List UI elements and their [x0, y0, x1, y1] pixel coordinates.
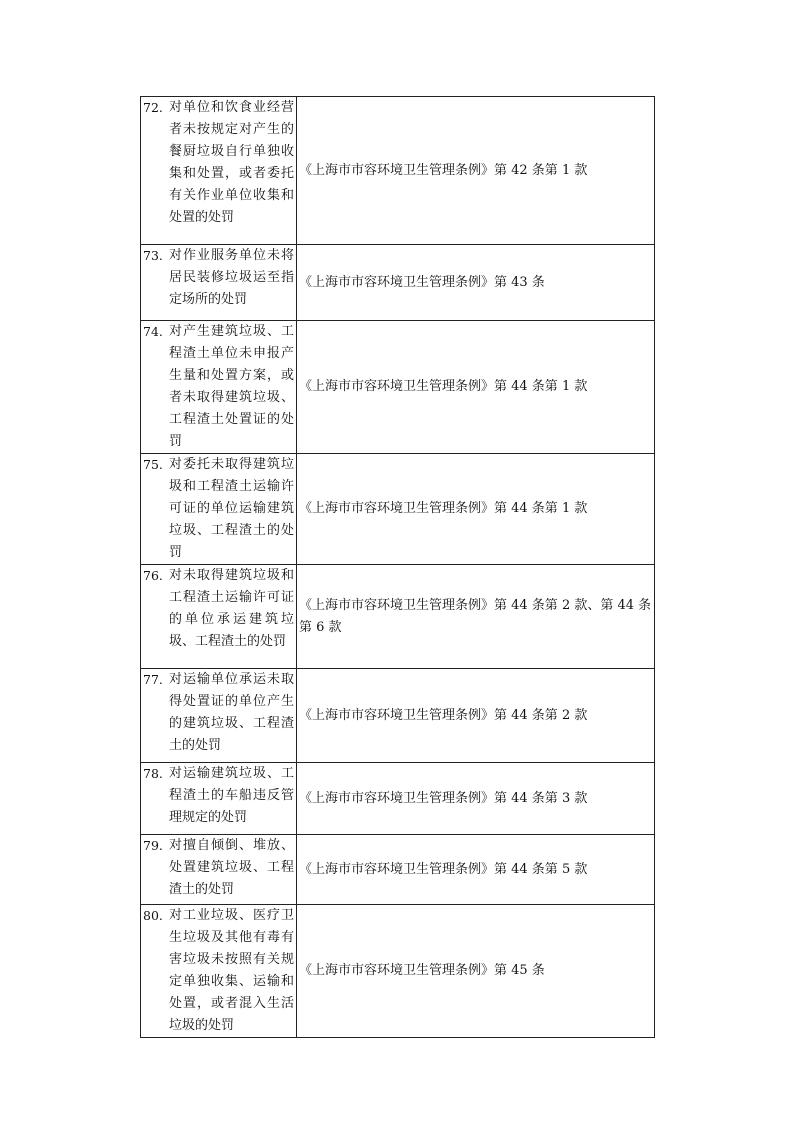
item-title: 对工业垃圾、医疗卫生垃圾及其他有毒有害垃圾未按照有关规定单独收集、运输和处置，或者混入生活垃圾的处罚 [169, 908, 294, 1033]
item-number: 79. [143, 838, 163, 853]
legal-basis-cell [297, 321, 655, 454]
item-cell [141, 565, 297, 669]
item-cell [141, 835, 297, 905]
legal-basis: 《上海市市容环境卫生管理条例》第 44 条第 1 款 [299, 379, 588, 394]
table-row [141, 763, 655, 835]
item-title: 对委托未取得建筑垃圾和工程渣土运输许可证的单位运输建筑垃圾、工程渣土的处罚 [169, 457, 294, 560]
legal-basis-cell [297, 835, 655, 905]
item-title: 对未取得建筑垃圾和工程渣土运输许可证的单位承运建筑垃圾、工程渣土的处罚 [169, 568, 294, 649]
item-cell [141, 905, 297, 1038]
item-number: 80. [143, 908, 163, 923]
item-title: 对作业服务单位未将居民装修垃圾运至指定场所的处罚 [169, 248, 294, 307]
legal-basis: 《上海市市容环境卫生管理条例》第 44 条第 2 款、第 44 条第 6 款 [299, 597, 652, 635]
table-row [141, 669, 655, 763]
table-row [141, 321, 655, 454]
legal-basis: 《上海市市容环境卫生管理条例》第 44 条第 2 款 [299, 707, 588, 723]
item-number: 78. [143, 766, 163, 781]
legal-basis-cell [297, 454, 655, 565]
item-number: 76. [143, 568, 163, 583]
legal-basis: 《上海市市容环境卫生管理条例》第 42 条第 1 款 [299, 162, 588, 178]
legal-basis: 《上海市市容环境卫生管理条例》第 44 条第 5 款 [299, 861, 588, 877]
item-number: 77. [143, 672, 163, 687]
legal-basis-cell [297, 565, 655, 669]
table-row [141, 245, 655, 321]
item-title: 对运输建筑垃圾、工程渣土的车船违反管理规定的处罚 [169, 766, 294, 825]
item-cell [141, 763, 297, 835]
item-cell [141, 454, 297, 565]
legal-basis: 《上海市市容环境卫生管理条例》第 45 条 [299, 963, 545, 978]
item-cell [141, 97, 297, 245]
table-row [141, 97, 655, 245]
legal-basis-cell [297, 245, 655, 321]
item-number: 73. [143, 248, 163, 263]
item-title: 对单位和饮食业经营者未按规定对产生的餐厨垃圾自行单独收集和处置，或者委托有关作业单位收集和处置的处罚 [169, 100, 294, 225]
table-row [141, 905, 655, 1038]
item-title: 对运输单位承运未取得处置证的单位产生的建筑垃圾、工程渣土的处罚 [169, 672, 294, 753]
table-row [141, 454, 655, 565]
item-cell [141, 245, 297, 321]
legal-basis: 《上海市市容环境卫生管理条例》第 44 条第 1 款 [299, 501, 588, 516]
item-cell [141, 669, 297, 763]
table-row [141, 835, 655, 905]
legal-basis-cell [297, 905, 655, 1038]
item-title: 对产生建筑垃圾、工程渣土单位未申报产生量和处置方案，或者未取得建筑垃圾、工程渣土处置证的处罚 [169, 324, 294, 449]
legal-basis: 《上海市市容环境卫生管理条例》第 44 条第 3 款 [299, 790, 588, 806]
item-cell [141, 321, 297, 454]
legal-basis-cell [297, 763, 655, 835]
legal-basis: 《上海市市容环境卫生管理条例》第 43 条 [299, 274, 545, 290]
legal-basis-cell [297, 97, 655, 245]
penalty-table [140, 96, 655, 1038]
table-row [141, 565, 655, 669]
item-number: 72. [143, 100, 163, 115]
item-number: 74. [143, 324, 163, 339]
item-title: 对擅自倾倒、堆放、处置建筑垃圾、工程渣土的处罚 [169, 838, 294, 897]
legal-basis-cell [297, 669, 655, 763]
item-number: 75. [143, 457, 163, 472]
